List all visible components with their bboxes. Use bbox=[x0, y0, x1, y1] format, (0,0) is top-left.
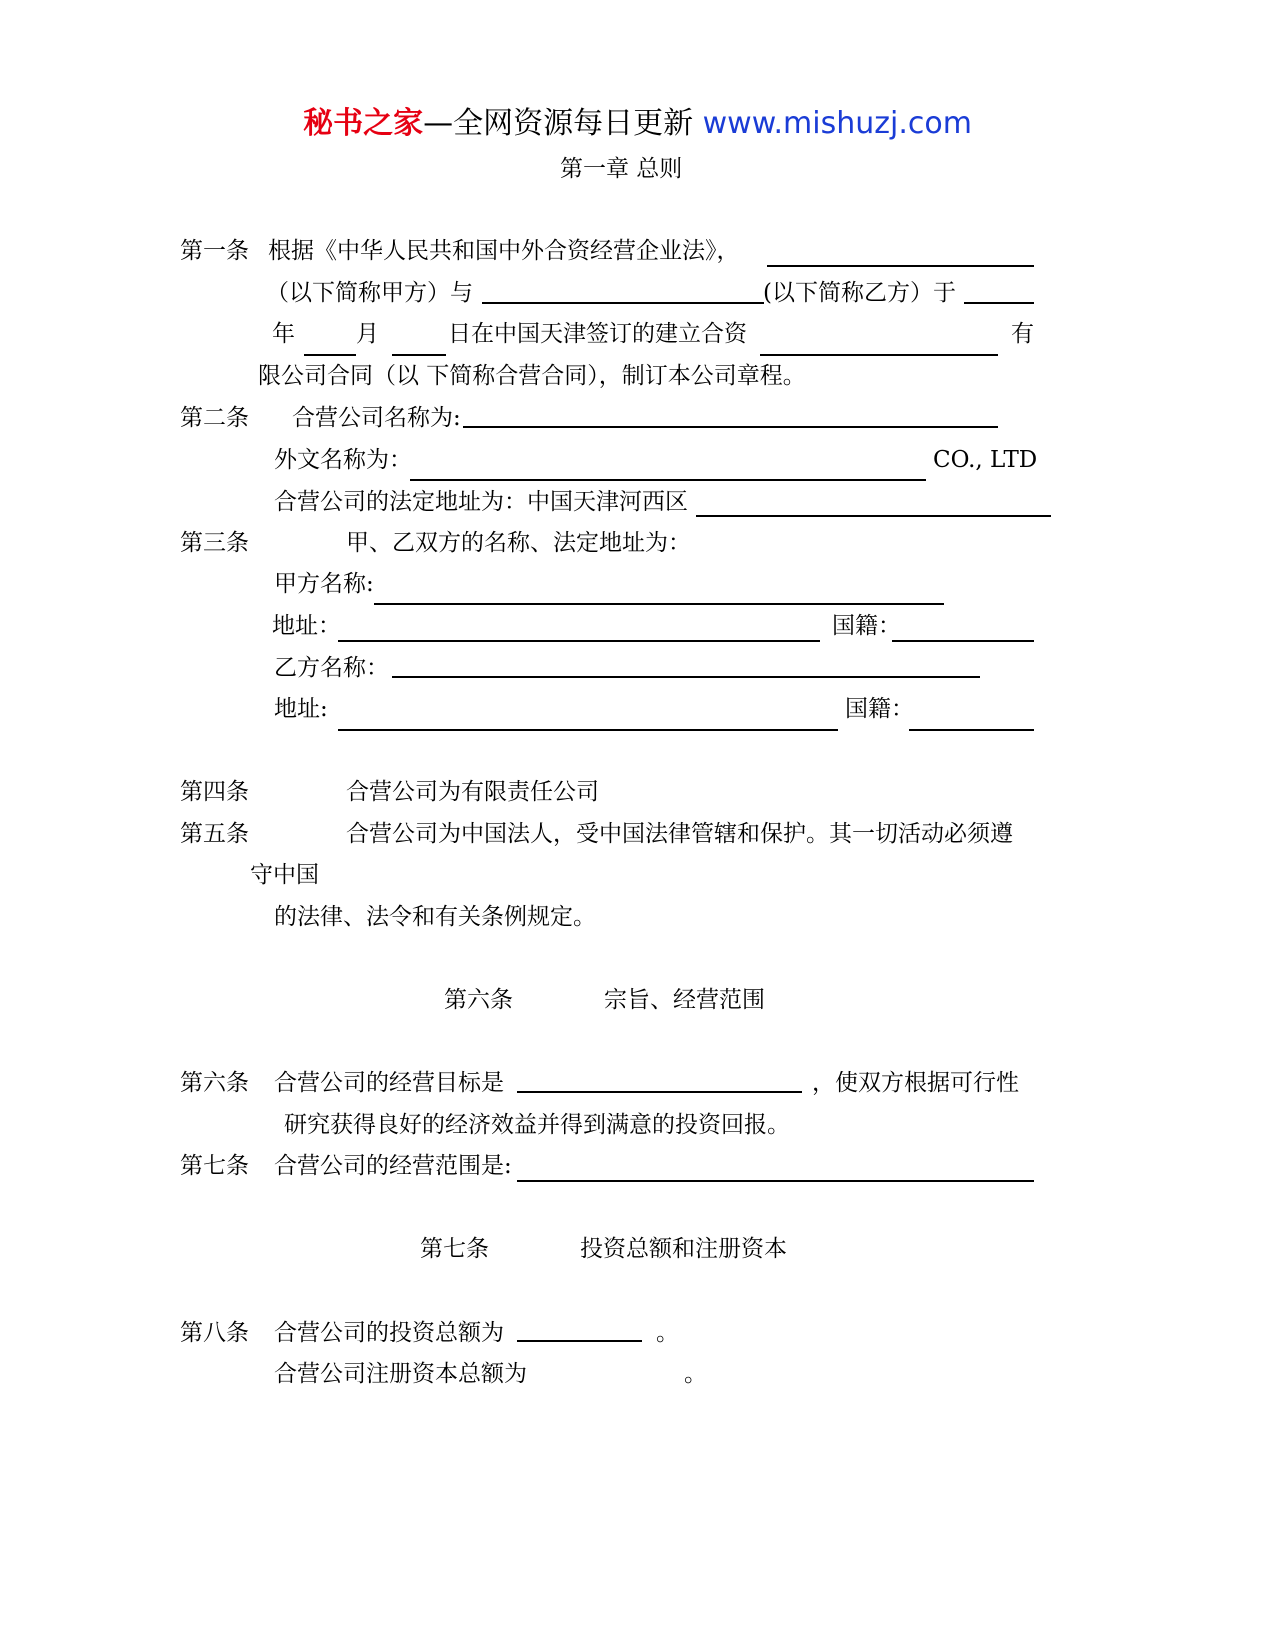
company-suffix: CO., LTD bbox=[933, 447, 1038, 473]
article-text: 研究获得良好的经济效益并得到满意的投资回报。 bbox=[284, 1112, 790, 1138]
blank-line bbox=[338, 640, 820, 642]
blank-line bbox=[964, 302, 1034, 304]
chapter-title: 投资总额和注册资本 bbox=[580, 1236, 787, 1262]
blank-line bbox=[760, 354, 998, 356]
article-label: 第八条 bbox=[180, 1320, 249, 1346]
period-mark: 。 bbox=[656, 1320, 679, 1346]
blank-line bbox=[517, 1091, 802, 1093]
blank-line bbox=[696, 515, 1051, 517]
legal-address-label: 合营公司的法定地址为：中国天津河西区 bbox=[274, 489, 688, 515]
company-name-label: 合营公司名称为: bbox=[292, 405, 461, 431]
article-text: 守中国 bbox=[250, 862, 319, 888]
chapter-label: 第六条 bbox=[444, 987, 513, 1013]
blank-line bbox=[517, 1340, 642, 1342]
blank-line bbox=[374, 603, 944, 605]
article-text: ，使双方根据可行性 bbox=[812, 1070, 1019, 1096]
article-text: 的法律、法令和有关条例规定。 bbox=[274, 904, 596, 930]
blank-line bbox=[410, 479, 926, 481]
article-text: 合营公司的经营目标是 bbox=[274, 1070, 504, 1096]
article-label: 第六条 bbox=[180, 1070, 249, 1096]
month-label: 月 bbox=[356, 321, 379, 347]
article-text: 合营公司为中国法人，受中国法律管辖和保护。其一切活动必须遵 bbox=[346, 821, 1013, 847]
site-header bbox=[0, 104, 1275, 144]
article-label: 第三条 bbox=[180, 530, 249, 556]
blank-line bbox=[767, 265, 1034, 267]
blank-line bbox=[517, 1180, 1034, 1182]
blank-line bbox=[392, 676, 980, 678]
party-a-nationality-label: 国籍： bbox=[832, 613, 901, 639]
article-label: 第五条 bbox=[180, 821, 249, 847]
article-text: 根据《中华人民共和国中外合资经营企业法》， bbox=[268, 238, 740, 264]
blank-line bbox=[392, 354, 446, 356]
foreign-name-label: 外文名称为： bbox=[274, 447, 412, 473]
blank-line bbox=[892, 640, 1034, 642]
article-text: (以下简称乙方）于 bbox=[763, 280, 956, 306]
blank-line bbox=[338, 729, 838, 731]
party-a-name-label: 甲方名称: bbox=[274, 571, 374, 597]
article-label: 第一条 bbox=[180, 238, 249, 264]
chapter-label: 第七条 bbox=[420, 1236, 489, 1262]
year-label: 年 bbox=[272, 321, 295, 347]
article-label: 第四条 bbox=[180, 779, 249, 805]
article-text: 日在中国天津签订的建立合资 bbox=[448, 321, 747, 347]
article-text: 合营公司注册资本总额为 bbox=[274, 1361, 527, 1387]
party-b-address-label: 地址: bbox=[274, 696, 328, 722]
site-url-link[interactable]: www.mishuzj.com bbox=[702, 106, 972, 141]
party-b-name-label: 乙方名称： bbox=[274, 655, 389, 681]
article-text: 合营公司的经营范围是: bbox=[274, 1153, 512, 1179]
party-a-address-label: 地址： bbox=[272, 613, 341, 639]
brand-name: 秘书之家 bbox=[303, 106, 424, 141]
party-b-nationality-label: 国籍： bbox=[845, 696, 914, 722]
period-mark: 。 bbox=[684, 1361, 707, 1387]
article-text: 限公司合同（以 下简称合营合同），制订本公司章程。 bbox=[258, 363, 806, 389]
article-text: （以下简称甲方）与 bbox=[266, 280, 473, 306]
header-tagline: —全网资源每日更新 bbox=[423, 106, 703, 141]
chapter-title: 宗旨、经营范围 bbox=[604, 987, 765, 1013]
blank-line bbox=[463, 426, 998, 428]
article-text: 有 bbox=[1011, 321, 1034, 347]
article-label: 第七条 bbox=[180, 1153, 249, 1179]
blank-line bbox=[482, 302, 764, 304]
article-text: 合营公司的投资总额为 bbox=[274, 1320, 504, 1346]
chapter-title: 第一章 总则 bbox=[560, 156, 683, 182]
article-text: 甲、乙双方的名称、法定地址为： bbox=[346, 530, 691, 556]
article-text: 合营公司为有限责任公司 bbox=[346, 779, 599, 805]
blank-line bbox=[909, 729, 1034, 731]
article-label: 第二条 bbox=[180, 405, 249, 431]
blank-line bbox=[304, 354, 356, 356]
